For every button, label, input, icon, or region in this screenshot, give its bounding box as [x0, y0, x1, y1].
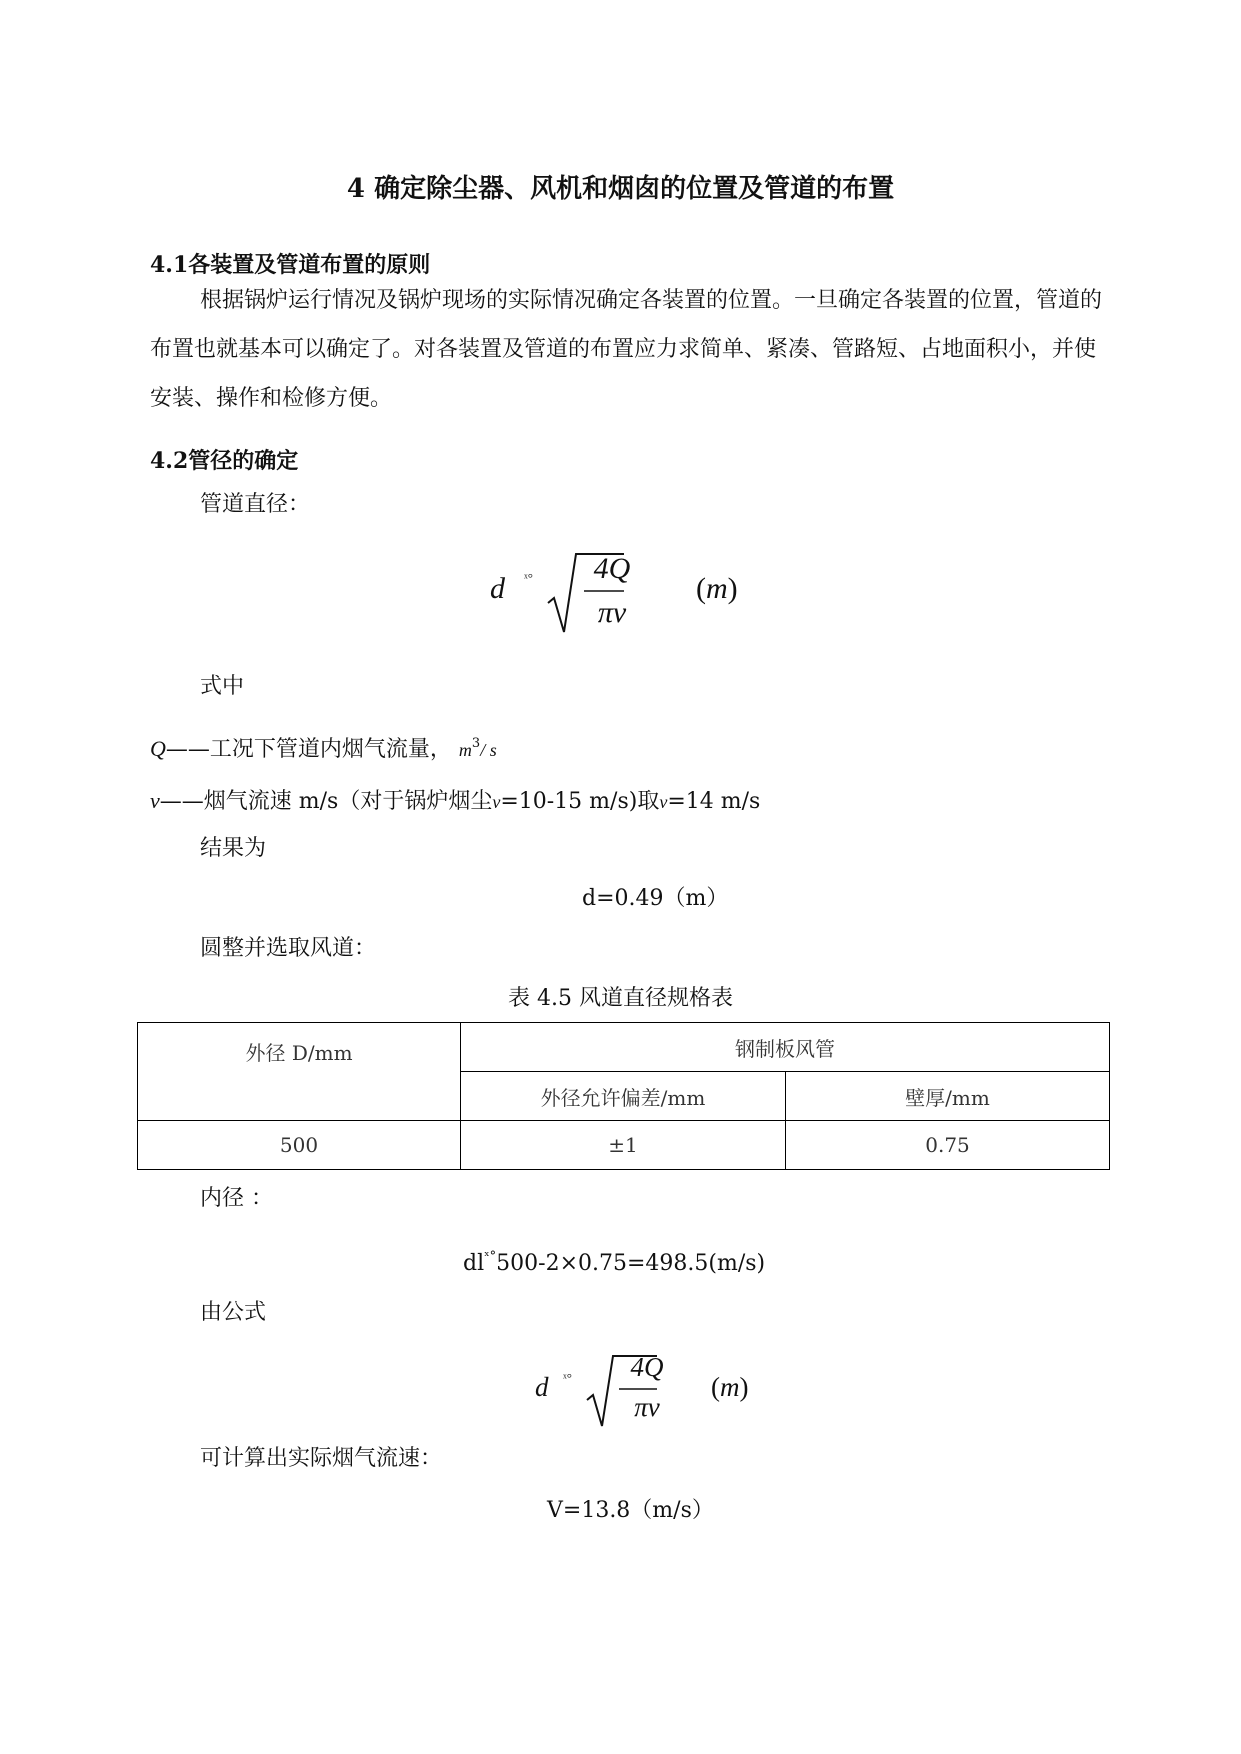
approx-symbol-2: ˣ° — [563, 1370, 572, 1385]
formula-numerator-2: 4Q — [630, 1352, 664, 1382]
section-4-1-title: 4.1各装置及管道布置的原则 — [150, 252, 431, 278]
cell-outer-diameter: 500 — [138, 1121, 461, 1170]
formula-unit: (m) — [696, 572, 738, 605]
result-label: 结果为 — [200, 836, 267, 861]
inner-diameter-label: 内径 ： — [200, 1186, 273, 1211]
table-caption: 表 4.5 风道直径规格表 — [508, 986, 733, 1011]
section-4-2-title: 4.2管径的确定 — [150, 448, 299, 474]
definition-v: ν——烟气流速 m/s（对于锅炉烟尘ν=10-15 m/s)取ν=14 m/s — [150, 788, 761, 814]
diameter-formula — [490, 548, 790, 638]
result-value: d=0.49（m） — [582, 886, 729, 911]
formula-numerator: 4Q — [593, 552, 631, 585]
round-label: 圆整并选取风道： — [200, 936, 377, 961]
cell-thickness: 0.75 — [786, 1121, 1110, 1170]
actual-velocity-value: V=13.8（m/s） — [547, 1498, 714, 1523]
actual-velocity-label: 可计算出实际烟气流速： — [200, 1446, 443, 1471]
formula-lhs: d — [490, 572, 505, 605]
formula-denominator-2: πν — [634, 1392, 660, 1422]
page-title: 4 确定除尘器、风机和烟囱的位置及管道的布置 — [346, 174, 895, 204]
table-row — [138, 1121, 1110, 1170]
duct-spec-table — [137, 1022, 1110, 1170]
diameter-formula-2 — [535, 1350, 795, 1430]
header-tolerance: 外径允许偏差/mm — [461, 1072, 786, 1121]
definition-q: Q——工况下管道内烟气流量， $m^3/$ s — [150, 736, 497, 762]
section-4-1-body: 根据锅炉运行情况及锅炉现场的实际情况确定各装置的位置。一旦确定各装置的位置，管道的布置也就基本可以确定了。对各装置及管道的布置应力求简单、紧凑、管路短、占地面积小，并使安装、操作和检修方便。 — [150, 288, 1103, 411]
approx-symbol: ˣ° — [524, 570, 533, 585]
formula-denominator: πν — [597, 596, 627, 629]
header-thickness: 壁厚/mm — [786, 1072, 1110, 1121]
inner-diameter-formula: $dl^{ˣ^\circ}500-2\times 0.75=498.5(m/s)$ — [463, 1249, 766, 1276]
where-label: 式中 — [200, 674, 245, 699]
pipe-diameter-label: 管道直径： — [200, 492, 311, 517]
header-steel-duct: 钢制板风管 — [461, 1023, 1110, 1072]
formula-unit-2: (m) — [711, 1372, 749, 1402]
header-outer-diameter: 外径 D/mm — [138, 1023, 461, 1121]
formula-lhs-2: d — [535, 1372, 549, 1402]
cell-tolerance: ±1 — [461, 1121, 786, 1170]
by-formula-label: 由公式 — [200, 1300, 267, 1325]
